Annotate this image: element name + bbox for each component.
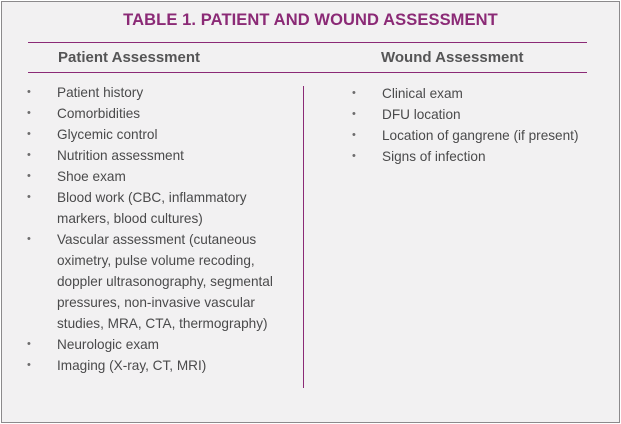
list-item-text: Vascular assessment (cutaneous oximetry, pulse volume recoding, doppler ultrasonography, segmental pressures, non-invasive vascular studies, MRA, CTA, thermography) bbox=[57, 232, 273, 331]
list-item bbox=[27, 334, 297, 355]
bullet: • bbox=[27, 128, 31, 140]
list-item-text: DFU location bbox=[382, 107, 461, 122]
bullet: • bbox=[27, 338, 31, 350]
header-bottom-rule bbox=[28, 72, 587, 73]
list-item bbox=[352, 83, 602, 104]
header-top-rule bbox=[28, 42, 587, 43]
bullet: • bbox=[27, 86, 31, 98]
list-item bbox=[27, 124, 297, 145]
list-item bbox=[27, 355, 297, 376]
column-header-patient: Patient Assessment bbox=[58, 49, 201, 66]
list-item bbox=[27, 166, 297, 187]
bullet: • bbox=[27, 191, 31, 203]
list-item-text: Blood work (CBC, inflammatory markers, blood cultures) bbox=[57, 190, 247, 226]
table-title: TABLE 1. PATIENT AND WOUND ASSESSMENT bbox=[123, 11, 498, 29]
list-item-text: Signs of infection bbox=[382, 149, 486, 164]
list-item bbox=[27, 103, 297, 124]
wound-assessment-list bbox=[352, 83, 602, 167]
bullet: • bbox=[27, 149, 31, 161]
bullet: • bbox=[27, 170, 31, 182]
bullet: • bbox=[352, 150, 356, 162]
list-item bbox=[352, 125, 602, 146]
list-item-text: Patient history bbox=[57, 85, 144, 100]
list-item bbox=[27, 82, 297, 103]
list-item-text: Shoe exam bbox=[57, 169, 126, 184]
list-item-text: Imaging (X-ray, CT, MRI) bbox=[57, 358, 207, 373]
list-item-text: Clinical exam bbox=[382, 86, 463, 101]
bullet: • bbox=[27, 233, 31, 245]
bullet: • bbox=[352, 129, 356, 141]
list-item bbox=[27, 187, 297, 229]
assessment-table bbox=[1, 1, 620, 423]
bullet: • bbox=[27, 359, 31, 371]
list-item bbox=[27, 145, 297, 166]
patient-assessment-list bbox=[27, 82, 297, 376]
column-header-wound: Wound Assessment bbox=[381, 49, 524, 66]
list-item-text: Glycemic control bbox=[57, 127, 158, 142]
list-item-text: Comorbidities bbox=[57, 106, 141, 121]
bullet: • bbox=[352, 87, 356, 99]
bullet: • bbox=[27, 107, 31, 119]
list-item-text: Nutrition assessment bbox=[57, 148, 184, 163]
column-divider bbox=[303, 86, 304, 388]
list-item bbox=[27, 229, 297, 334]
list-item-text: Neurologic exam bbox=[57, 337, 159, 352]
bullet: • bbox=[352, 108, 356, 120]
list-item bbox=[352, 146, 602, 167]
list-item bbox=[352, 104, 602, 125]
list-item-text: Location of gangrene (if present) bbox=[382, 128, 579, 143]
